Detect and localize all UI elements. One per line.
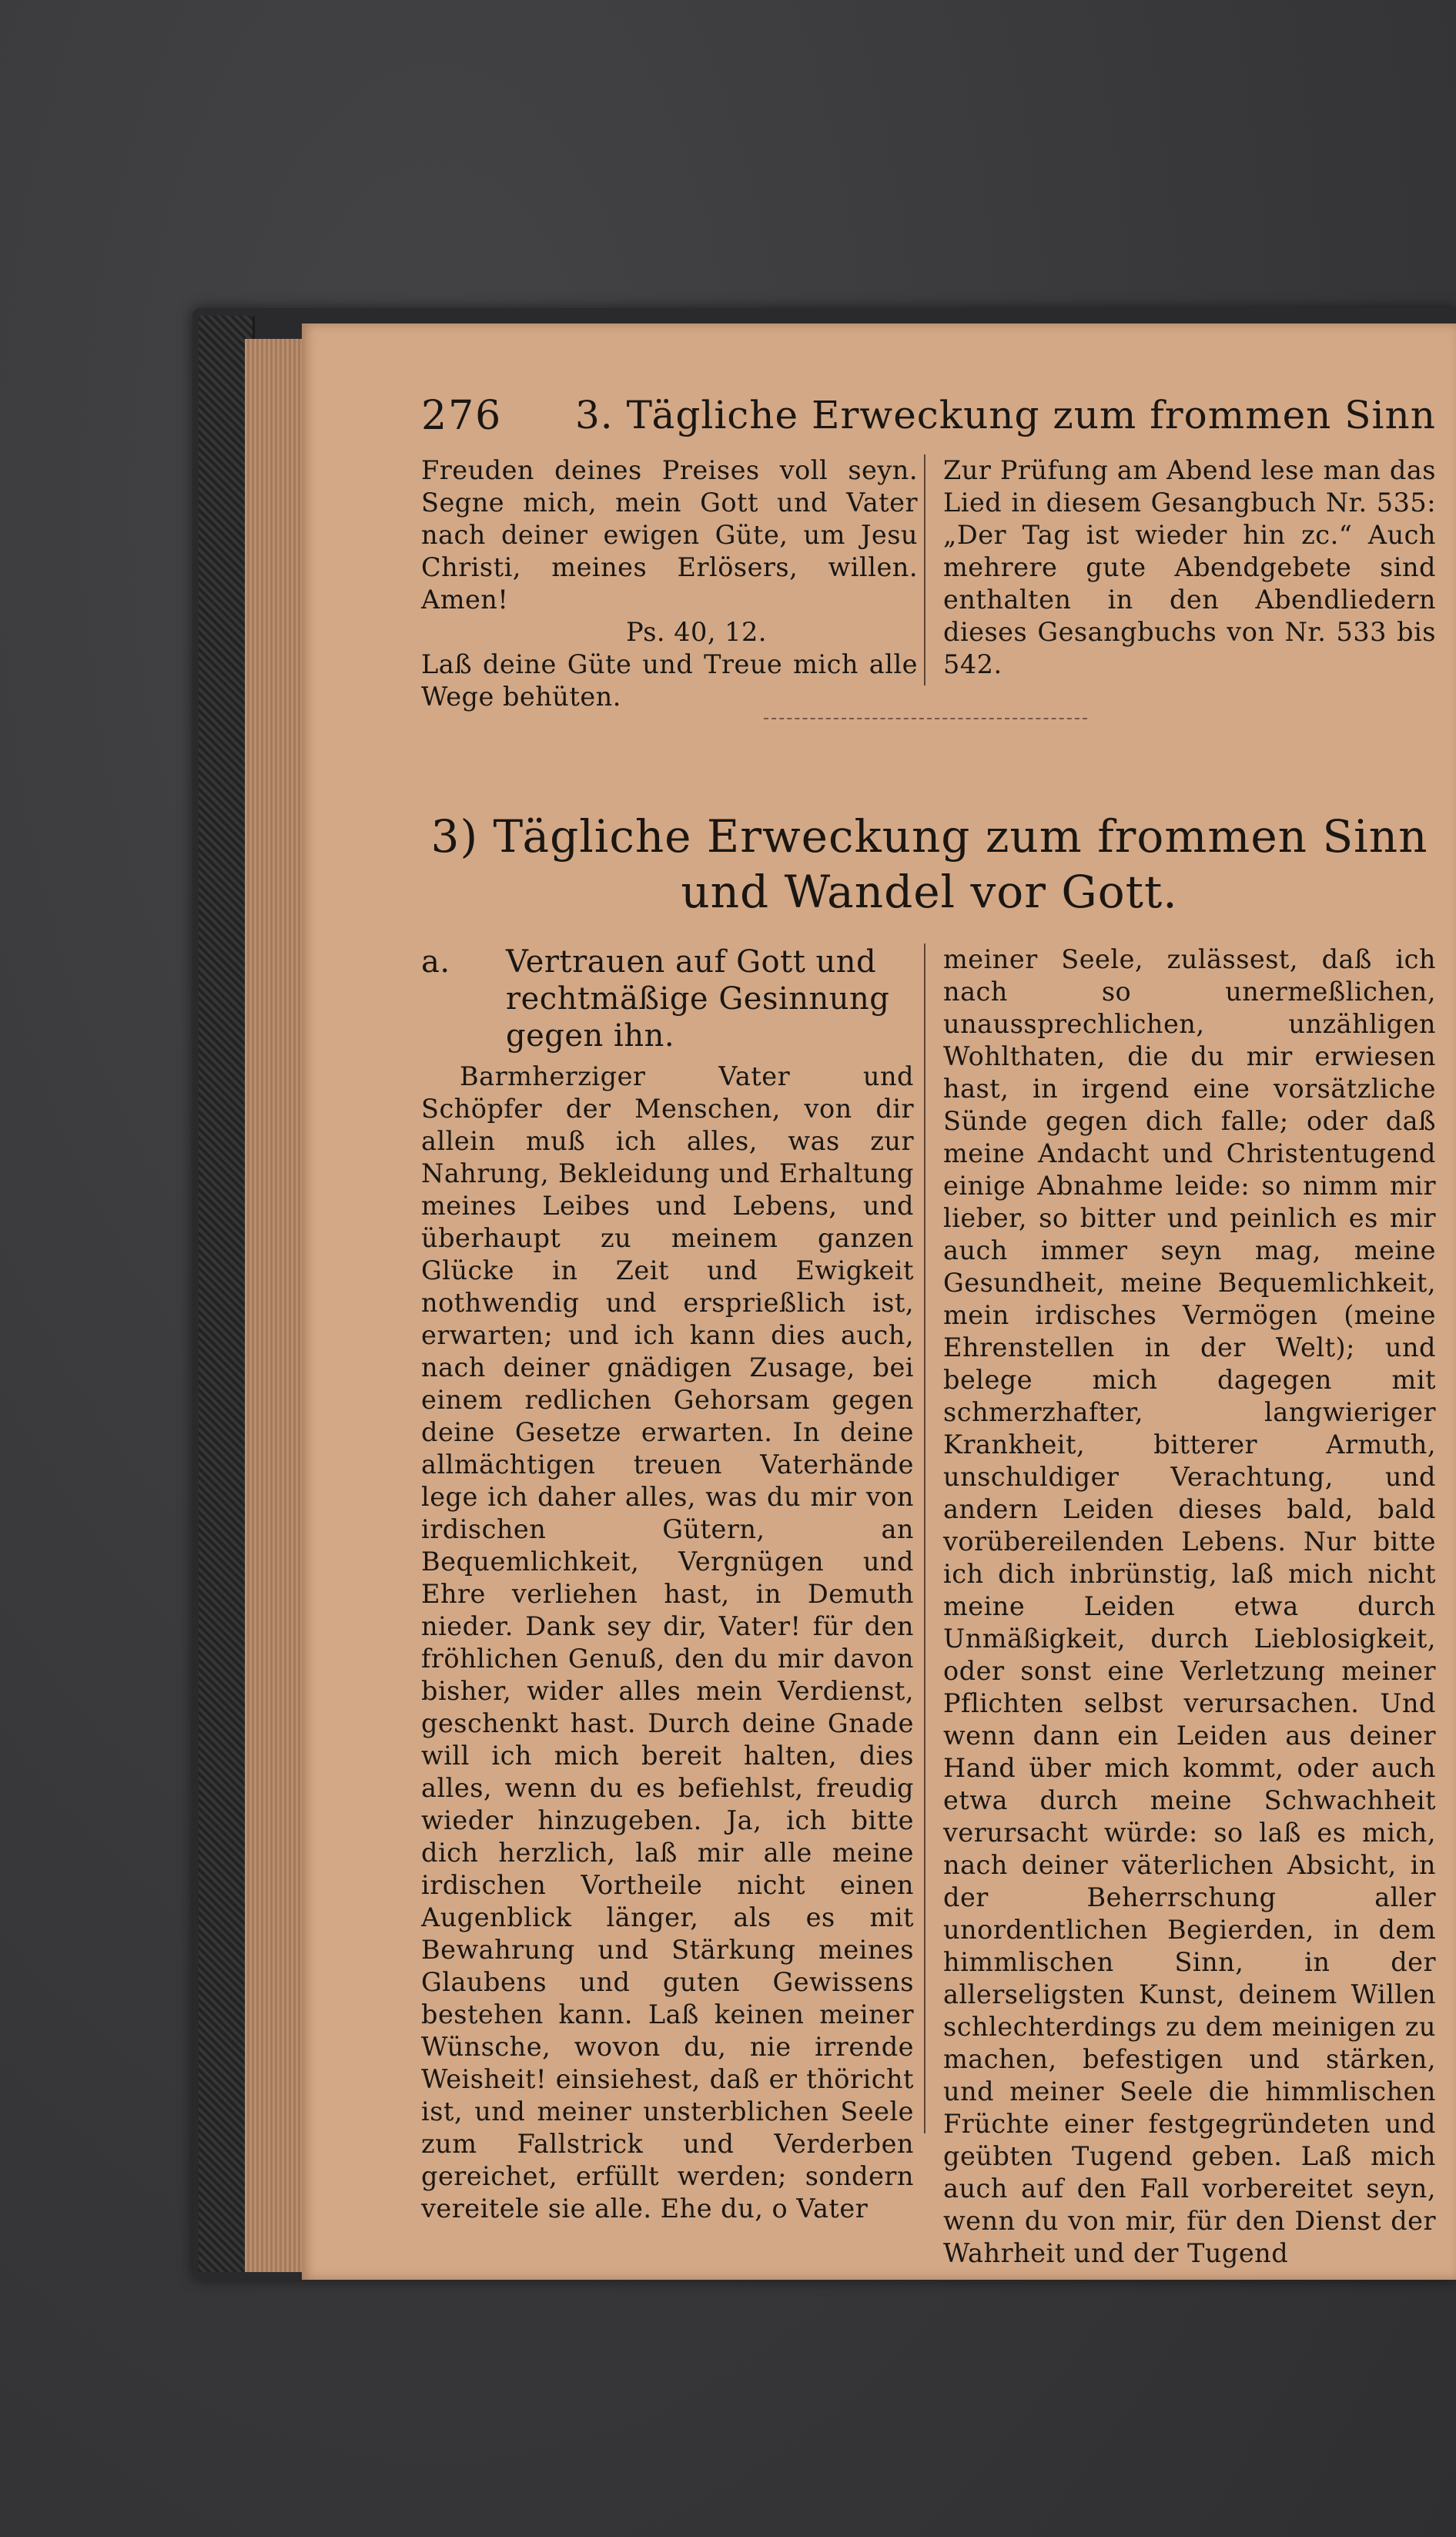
prayer-text-left: Barmherziger Vater und Schöpfer der Menschen, von dir allein muß ich alles, was zur Nahrung, Bekleidung und Erhaltung meines Leibes und Lebens, und überhaupt zu meinem ganzen Glücke in Zeit und Ewigkeit nothwendig und ersprießlich ist, erwarten; und ich kann dies auch, nach deiner gnädigen Zusage, bei einem redlichen Gehorsam gegen deine Gesetze erwarten. In deine allmächtigen treuen Vaterhände lege ich daher alles, was du mir von irdischen Gütern, an Bequemlichkeit, Vergnügen und Ehre verliehen hast, in Demuth nieder. Dank sey dir, Vater! für den fröhlichen Genuß, den du mir davon bisher, wider alles mein Verdienst, geschenkt hast. Durch deine Gnade will ich mich bereit halten, dies alles, wenn du es befiehlst, freudig wieder hinzugeben. Ja, ich bitte dich herzlich, laß mir alle meine irdischen Vortheile nicht einen Augenblick länger, als es mit Bewahrung und Stärkung meines Glaubens und guten Gewissens bestehen kann. Laß keinen meiner Wünsche, wovon du, nie irrende Weisheit! einsiehest, daß er thöricht ist, und meiner unsterblichen Seele zum Fallstrick und Verderben gereichet, erfüllt werden; sondern vereitele sie alle. Ehe du, o Vater [421,1061,914,2224]
column-divider-bottom [924,943,925,2133]
top-left-column [421,454,918,713]
scripture-verse: Laß deine Güte und Treue mich alle Wege behüten. [421,649,918,712]
page-number: 276 [421,393,503,439]
scripture-reference: Ps. 40, 12. [626,617,767,647]
subsection-letter: a. [421,944,450,980]
prayer-text-right: meiner Seele, zulässest, daß ich nach so unermeßlichen, unaussprechlichen, unzähligen Wohlthaten, die du mir erwiesen hast, in irgend eine vorsätzliche Sünde gegen dich falle; oder daß meine Andacht und Christentugend einige Abnahme leide: so nimm mir lieber, so bitter und peinlich es mir auch immer seyn mag, meine Gesundheit, meine Bequemlichkeit, mein irdisches Vermögen (meine Ehrenstellen in der Welt); und belege mich dagegen mit schmerzhafter, langwieriger Krankheit, bitterer Armuth, unschuldiger Verachtung, und andern Leiden dieses bald, bald vorübereilenden Lebens. Nur bitte ich dich inbrünstig, laß mich nicht meine Leiden etwa durch Unmäßigkeit, durch Lieblosigkeit, oder sonst eine Verletzung meiner Pflichten selbst verursachen. Und wenn dann ein Leiden aus deiner Hand über mich kommt, oder auch etwa durch meine Schwachheit verursacht würde: so laß es mich, nach deiner väterlichen Absicht, in der Beherrschung aller unordentlichen Begierden, in dem himmlischen Sinn, in der allerseligsten Kunst, deinem Willen schlechterdings zu dem meinigen zu machen, befestigen und stärken, und meiner Seele die himmlischen Früchte einer festgegründeten und geübten Tugend geben. Laß mich auch auf den Fall vorbereitet seyn, wenn du von mir, für den Dienst der Wahrheit und der Tugend [943,944,1436,2268]
column-divider-top [924,454,925,685]
page-edges [245,339,306,2272]
bottom-right-column [943,943,1436,2270]
prayer-ending: Freuden deines Preises voll seyn. Segne mich, mein Gott und Vater nach deiner ewigen Güte, um Jesu Christi, meines Erlösers, willen. Amen! [421,455,918,615]
bottom-left-column [421,943,914,2225]
section-title: 3) Tägliche Erweckung zum frommen Sinn und Wandel vor Gott. [430,810,1428,918]
book-page [302,323,1456,2280]
top-right-column [943,454,1436,681]
section-separator [764,718,1087,719]
evening-note: Zur Prüfung am Abend lese man das Lied in diesem Gesangbuch Nr. 535: „Der Tag ist wieder hin zc.“ Auch mehrere gute Abendgebete sind enthalten in den Abendliedern dieses Gesangbuchs von Nr. 533 bis 542. [943,455,1436,679]
running-title: 3. Tägliche Erweckung zum frommen Sinn [575,393,1436,437]
subsection-title: Vertrauen auf Gott und rechtmäßige Gesinnung gegen ihn. [506,944,890,1054]
subsection-heading [421,943,914,1054]
